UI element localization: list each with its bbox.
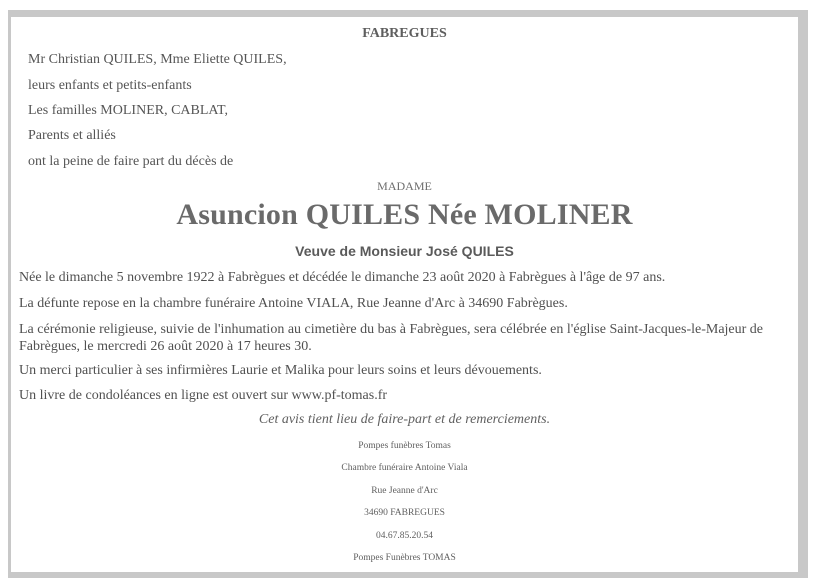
ceremony-paragraph: La cérémonie religieuse, suivie de l'inhumation au cimetière du bas à Fabrègues, sera célébrée en l'église Saint-Jacques-le-Majeur de Fabrègues, le mercredi 26 août 2020 à 17 heures 30. bbox=[19, 322, 764, 354]
footer-signature: Pompes Funèbres TOMAS bbox=[353, 553, 456, 563]
condolence-paragraph: Un livre de condoléances en ligne est ouvert sur www.pf-tomas.fr bbox=[19, 388, 388, 403]
footer-city: 34690 FABREGUES bbox=[364, 508, 445, 518]
family-line: Parents et alliés bbox=[28, 128, 116, 143]
resting-place-paragraph: La défunte repose en la chambre funéraire Antoine VIALA, Rue Jeanne d'Arc à 34690 Fabrègues. bbox=[19, 296, 568, 311]
notice-paper bbox=[11, 17, 798, 572]
widow-line: Veuve de Monsieur José QUILES bbox=[295, 243, 514, 259]
place-heading: FABREGUES bbox=[362, 26, 447, 41]
footer-phone: 04.67.85.20.54 bbox=[376, 531, 433, 541]
birth-death-paragraph: Née le dimanche 5 novembre 1922 à Fabrègues et décédée le dimanche 23 août 2020 à Fabrègues à l'âge de 97 ans. bbox=[19, 270, 666, 285]
family-line: Les familles MOLINER, CABLAT, bbox=[28, 103, 228, 118]
thanks-paragraph: Un merci particulier à ses infirmières Laurie et Malika pour leurs soins et leurs dévouements. bbox=[19, 363, 542, 378]
footer-funeral-home: Chambre funéraire Antoine Viala bbox=[341, 463, 468, 473]
footer-company: Pompes funèbres Tomas bbox=[358, 441, 451, 451]
title-madame: MADAME bbox=[377, 179, 432, 193]
footer-street: Rue Jeanne d'Arc bbox=[371, 486, 438, 496]
family-line: ont la peine de faire part du décès de bbox=[28, 154, 234, 169]
family-line: leurs enfants et petits-enfants bbox=[28, 78, 192, 93]
deceased-name: Asuncion QUILES Née MOLINER bbox=[176, 198, 633, 231]
family-line: Mr Christian QUILES, Mme Eliette QUILES, bbox=[28, 52, 287, 67]
closing-note: Cet avis tient lieu de faire-part et de remerciements. bbox=[258, 412, 551, 427]
